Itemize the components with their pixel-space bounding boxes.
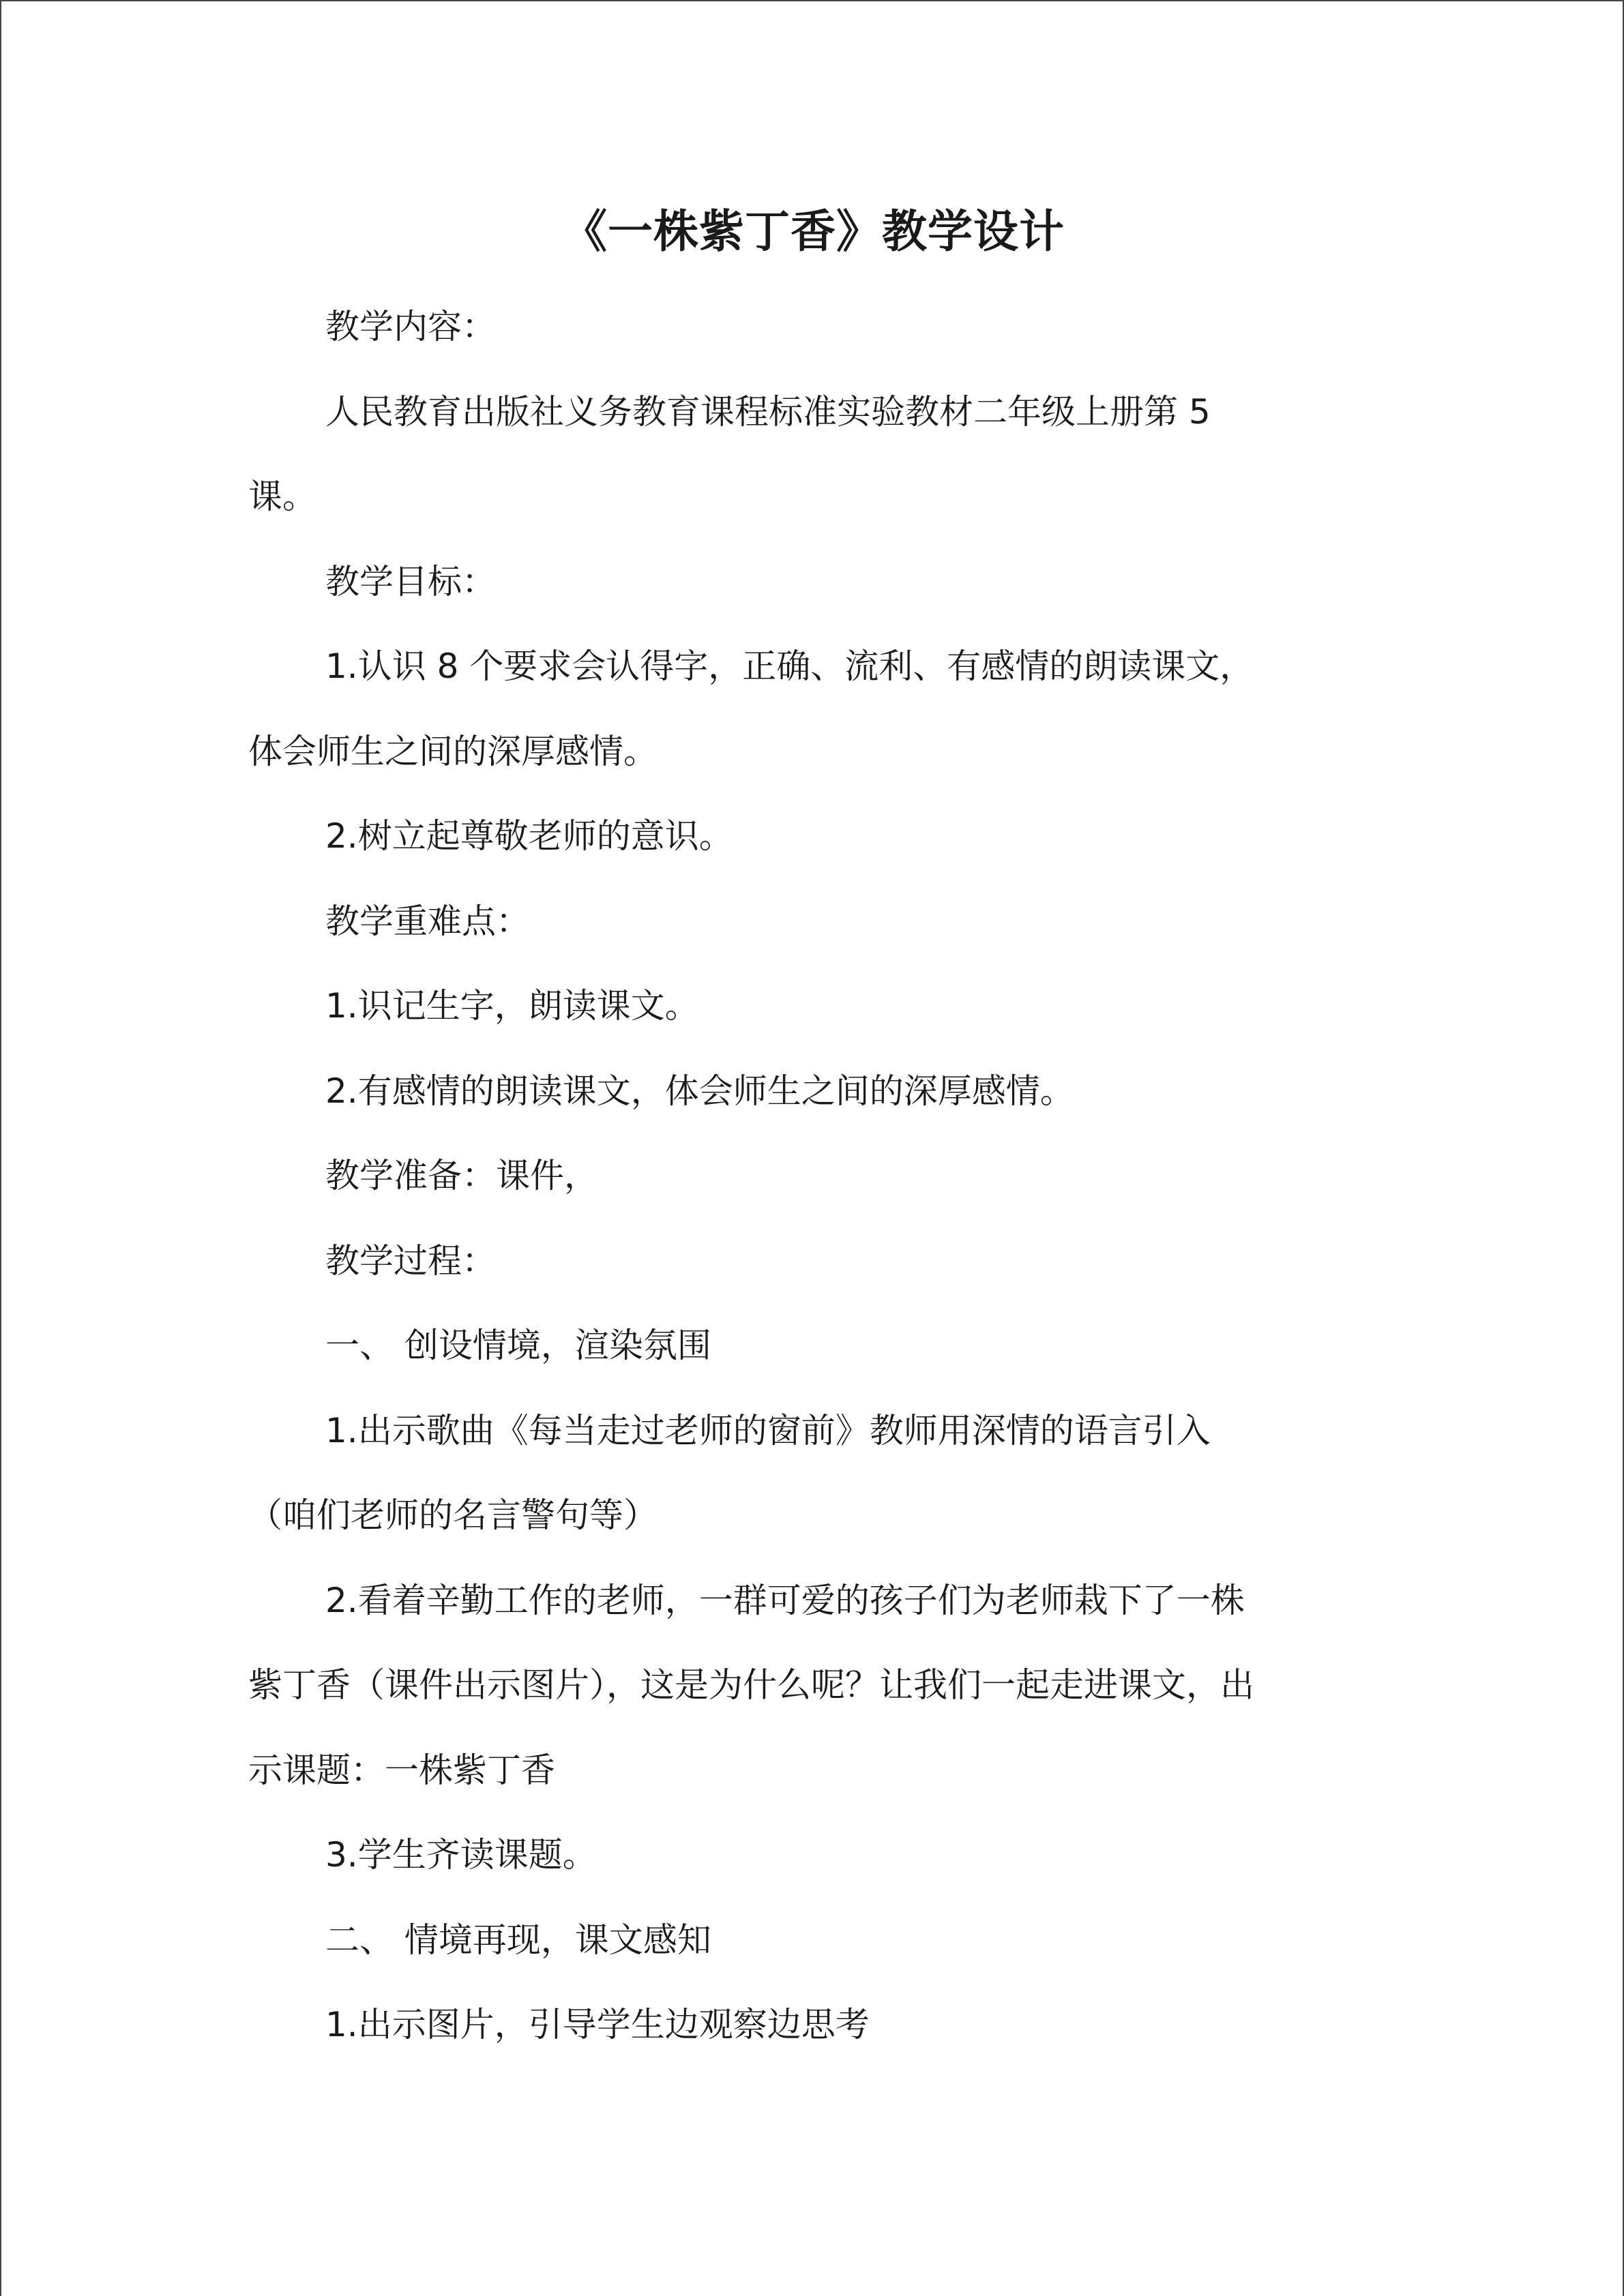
paragraph-line: 课。 (248, 477, 316, 516)
paragraph-line: 2.有感情的朗读课文，体会师生之间的深厚感情。 (325, 1071, 1074, 1111)
heading-content: 教学内容： (325, 307, 496, 346)
heading-preparation: 教学准备：课件， (325, 1156, 598, 1195)
heading-key-points: 教学重难点： (325, 901, 530, 941)
paragraph-line: （咱们老师的名言警句等） (248, 1495, 658, 1535)
paragraph-line: 1.识记生字，朗读课文。 (325, 986, 699, 1026)
paragraph-line: 1.出示图片，引导学生边观察边思考 (325, 2005, 870, 2044)
paragraph-line: 3.学生齐读课题。 (325, 1835, 597, 1875)
paragraph-line: 2.树立起尊敬老师的意识。 (325, 816, 733, 856)
heading-objectives: 教学目标： (325, 562, 496, 601)
paragraph-line: 体会师生之间的深厚感情。 (248, 732, 658, 771)
paragraph-line: 1.认识 8 个要求会认得字，正确、流利、有感情的朗读课文， (325, 646, 1254, 686)
paragraph-line: 人民教育出版社义务教育课程标准实验教材二年级上册第 5 (325, 392, 1211, 432)
paragraph-line: 1.出示歌曲《每当走过老师的窗前》教师用深情的语言引入 (325, 1411, 1211, 1450)
section-heading: 二、 情境再现，课文感知 (325, 1920, 711, 1960)
paragraph-line: 2.看着辛勤工作的老师，一群可爱的孩子们为老师栽下了一株 (325, 1581, 1245, 1620)
section-heading: 一、 创设情境，渲染氛围 (325, 1326, 711, 1365)
heading-process: 教学过程： (325, 1241, 496, 1281)
paragraph-line: 示课题：一株紫丁香 (248, 1750, 555, 1790)
document-title: 《一株紫丁香》教学设计 (562, 205, 1065, 258)
paragraph-line: 紫丁香（课件出示图片），这是为什么呢？让我们一起走进课文，出 (248, 1665, 1254, 1705)
